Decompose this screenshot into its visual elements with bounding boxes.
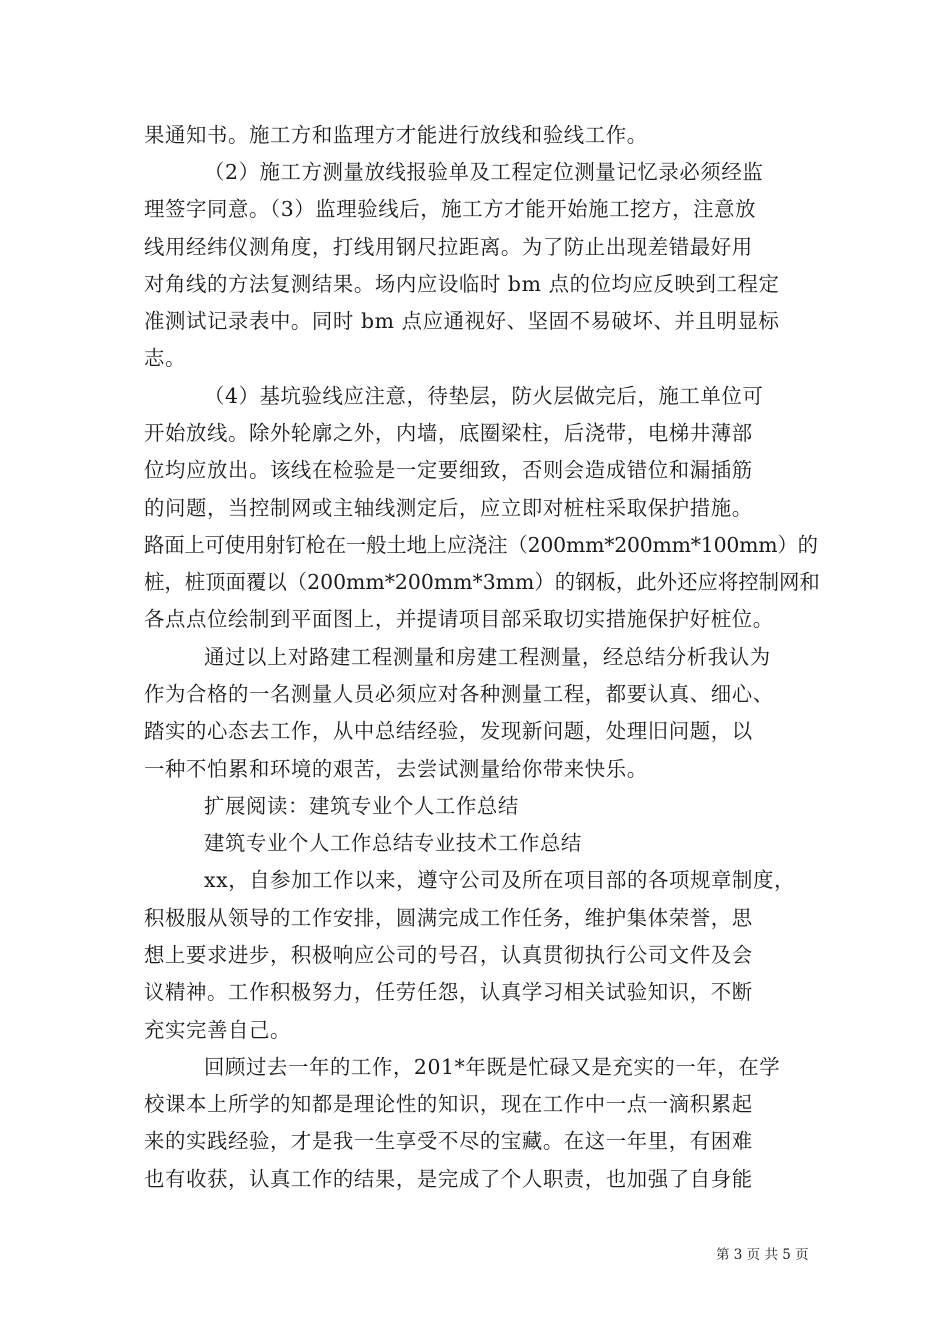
- text-line: 作为合格的一名测量人员必须应对各种测量工程，都要认真、细心、: [144, 682, 774, 706]
- text-line: xx，自参加工作以来，遵守公司及所在项目部的各项规章制度，: [204, 868, 795, 892]
- text-line: （4）基坑验线应注意，待垫层，防火层做完后，施工单位可: [204, 384, 764, 408]
- text-line: 开始放线。除外轮廓之外，内墙，底圈梁柱，后浇带，电梯井薄部: [144, 421, 753, 445]
- text-line: 议精神。工作积极努力，任劳任怨，认真学习相关试验知识，不断: [144, 980, 753, 1004]
- text-line: 来的实践经验，才是我一生享受不尽的宝藏。在这一年里，有困难: [144, 1129, 753, 1153]
- section-heading: 扩展阅读：建筑专业个人工作总结: [204, 794, 519, 818]
- text-line: 桩，桩顶面覆以（200mm*200mm*3mm）的钢板，此外还应将控制网和: [144, 570, 820, 594]
- text-line: 的问题，当控制网或主轴线测定后，应立即对桩柱采取保护措施。: [144, 496, 753, 520]
- text-line: 对角线的方法复测结果。场内应设临时 bm 点的位均应反映到工程定: [144, 272, 780, 296]
- text-line: 踏实的心态去工作，从中总结经验，发现新问题，处理旧问题，以: [144, 719, 753, 743]
- text-line: 志。: [144, 346, 186, 370]
- text-line: 果通知书。施工方和监理方才能进行放线和验线工作。: [144, 123, 648, 147]
- text-line: 理签字同意。（3）监理验线后，施工方才能开始施工挖方，注意放: [144, 197, 757, 221]
- text-line: 回顾过去一年的工作，201*年既是忙碌又是充实的一年，在学: [204, 1055, 781, 1079]
- page-number: 第 3 页 共 5 页: [716, 1247, 809, 1263]
- text-line: 位均应放出。该线在检验是一定要细致，否则会造成错位和漏插筋: [144, 458, 753, 482]
- text-line: 积极服从领导的工作安排，圆满完成工作任务，维护集体荣誉，思: [144, 906, 753, 930]
- text-line: 准测试记录表中。同时 bm 点应通视好、坚固不易破坏、并且明显标: [144, 309, 780, 333]
- text-line: 路面上可使用射钉枪在一般土地上应浇注（200mm*200mm*100mm）的: [144, 533, 818, 557]
- text-line: （2）施工方测量放线报验单及工程定位测量记忆录必须经监: [204, 160, 764, 184]
- text-line: 充实完善自己。: [144, 1018, 291, 1042]
- text-line: 也有收获，认真工作的结果，是完成了个人职责，也加强了自身能: [144, 1167, 753, 1191]
- text-line: 想上要求进步，积极响应公司的号召，认真贯彻执行公司文件及会: [144, 943, 753, 967]
- text-line: 各点点位绘制到平面图上，并提请项目部采取切实措施保护好桩位。: [144, 607, 774, 631]
- text-line: 校课本上所学的知都是理论性的知识，现在工作中一点一滴积累起: [144, 1092, 753, 1116]
- text-line: 线用经纬仪测角度，打线用钢尺拉距离。为了防止出现差错最好用: [144, 235, 753, 259]
- text-line: 通过以上对路建工程测量和房建工程测量，经总结分析我认为: [204, 645, 771, 669]
- text-line: 一种不怕累和环境的艰苦，去尝试测量给你带来快乐。: [144, 757, 648, 781]
- section-heading: 建筑专业个人工作总结专业技术工作总结: [204, 831, 582, 855]
